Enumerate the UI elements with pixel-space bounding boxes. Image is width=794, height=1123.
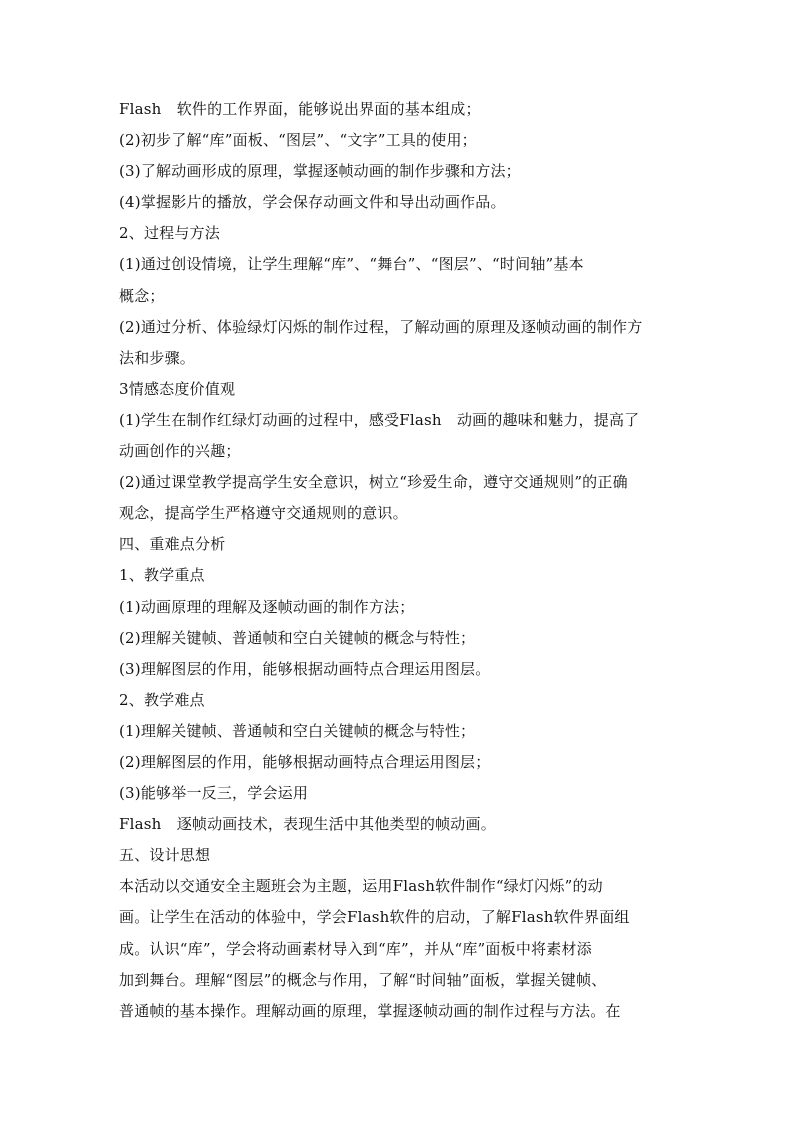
text-line: Flash 逐帧动画技术，表现生活中其他类型的帧动画。 (119, 815, 496, 834)
text-line: 画。让学生在活动的体验中，学会Flash软件的启动，了解Flash软件界面组 (119, 908, 630, 927)
text-line: 概念； (119, 286, 165, 305)
section-heading: 四、重难点分析 (119, 535, 226, 554)
text-line: 观念，提高学生严格遵守交通规则的意识。 (119, 504, 408, 523)
text-line: (4)掌握影片的播放，学会保存动画文件和导出动画作品。 (119, 193, 506, 212)
text-line: (2)理解图层的作用，能够根据动画特点合理运用图层； (119, 752, 491, 771)
section-heading: 1、教学重点 (119, 566, 205, 585)
section-heading: 3情感态度价值观 (119, 379, 236, 398)
text-line: 动画创作的兴趣； (119, 442, 241, 461)
document-body (119, 94, 679, 1027)
text-line: (2)理解关键帧、普通帧和空白关键帧的概念与特性； (119, 628, 476, 647)
text-line: (1)动画原理的理解及逐帧动画的制作方法； (119, 597, 415, 616)
section-heading: 2、教学难点 (119, 690, 205, 709)
text-line: 普通帧的基本操作。理解动画的原理，掌握逐帧动画的制作过程与方法。在 (119, 1001, 621, 1020)
text-line: (2)通过课堂教学提高学生安全意识，树立“珍爱生命，遵守交通规则”的正确 (119, 473, 628, 492)
text-line: (3)能够举一反三，学会运用 (119, 784, 309, 803)
text-line: (1)学生在制作红绿灯动画的过程中，感受Flash 动画的趣味和魅力，提高了 (119, 410, 640, 429)
text-line: Flash 软件的工作界面，能够说出界面的基本组成； (119, 100, 481, 118)
section-heading: 2、过程与方法 (119, 224, 220, 243)
text-line: (3)了解动画形成的原理，掌握逐帧动画的制作步骤和方法； (119, 162, 521, 181)
section-heading: 五、设计思想 (119, 846, 211, 865)
text-line: (2)初步了解“库”面板、“图层”、“文字”工具的使用； (119, 131, 477, 150)
text-line: (1)理解关键帧、普通帧和空白关键帧的概念与特性； (119, 721, 476, 740)
text-line: 加到舞台。理解“图层”的概念与作用，了解“时间轴”面板，掌握关键帧、 (119, 970, 607, 989)
text-line: 本活动以交通安全主题班会为主题，运用Flash软件制作“绿灯闪烁”的动 (119, 877, 603, 896)
text-line: (2)通过分析、体验绿灯闪烁的制作过程，了解动画的原理及逐帧动画的制作方 (119, 317, 643, 336)
text-line: 法和步骤。 (119, 348, 196, 367)
text-line: (3)理解图层的作用，能够根据动画特点合理运用图层。 (119, 659, 491, 678)
text-line: 成。认识“库”，学会将动画素材导入到“库”，并从“库”面板中将素材添 (119, 939, 592, 958)
text-line: (1)通过创设情境，让学生理解“库”、“舞台”、“图层”、“时间轴”基本 (119, 255, 584, 274)
